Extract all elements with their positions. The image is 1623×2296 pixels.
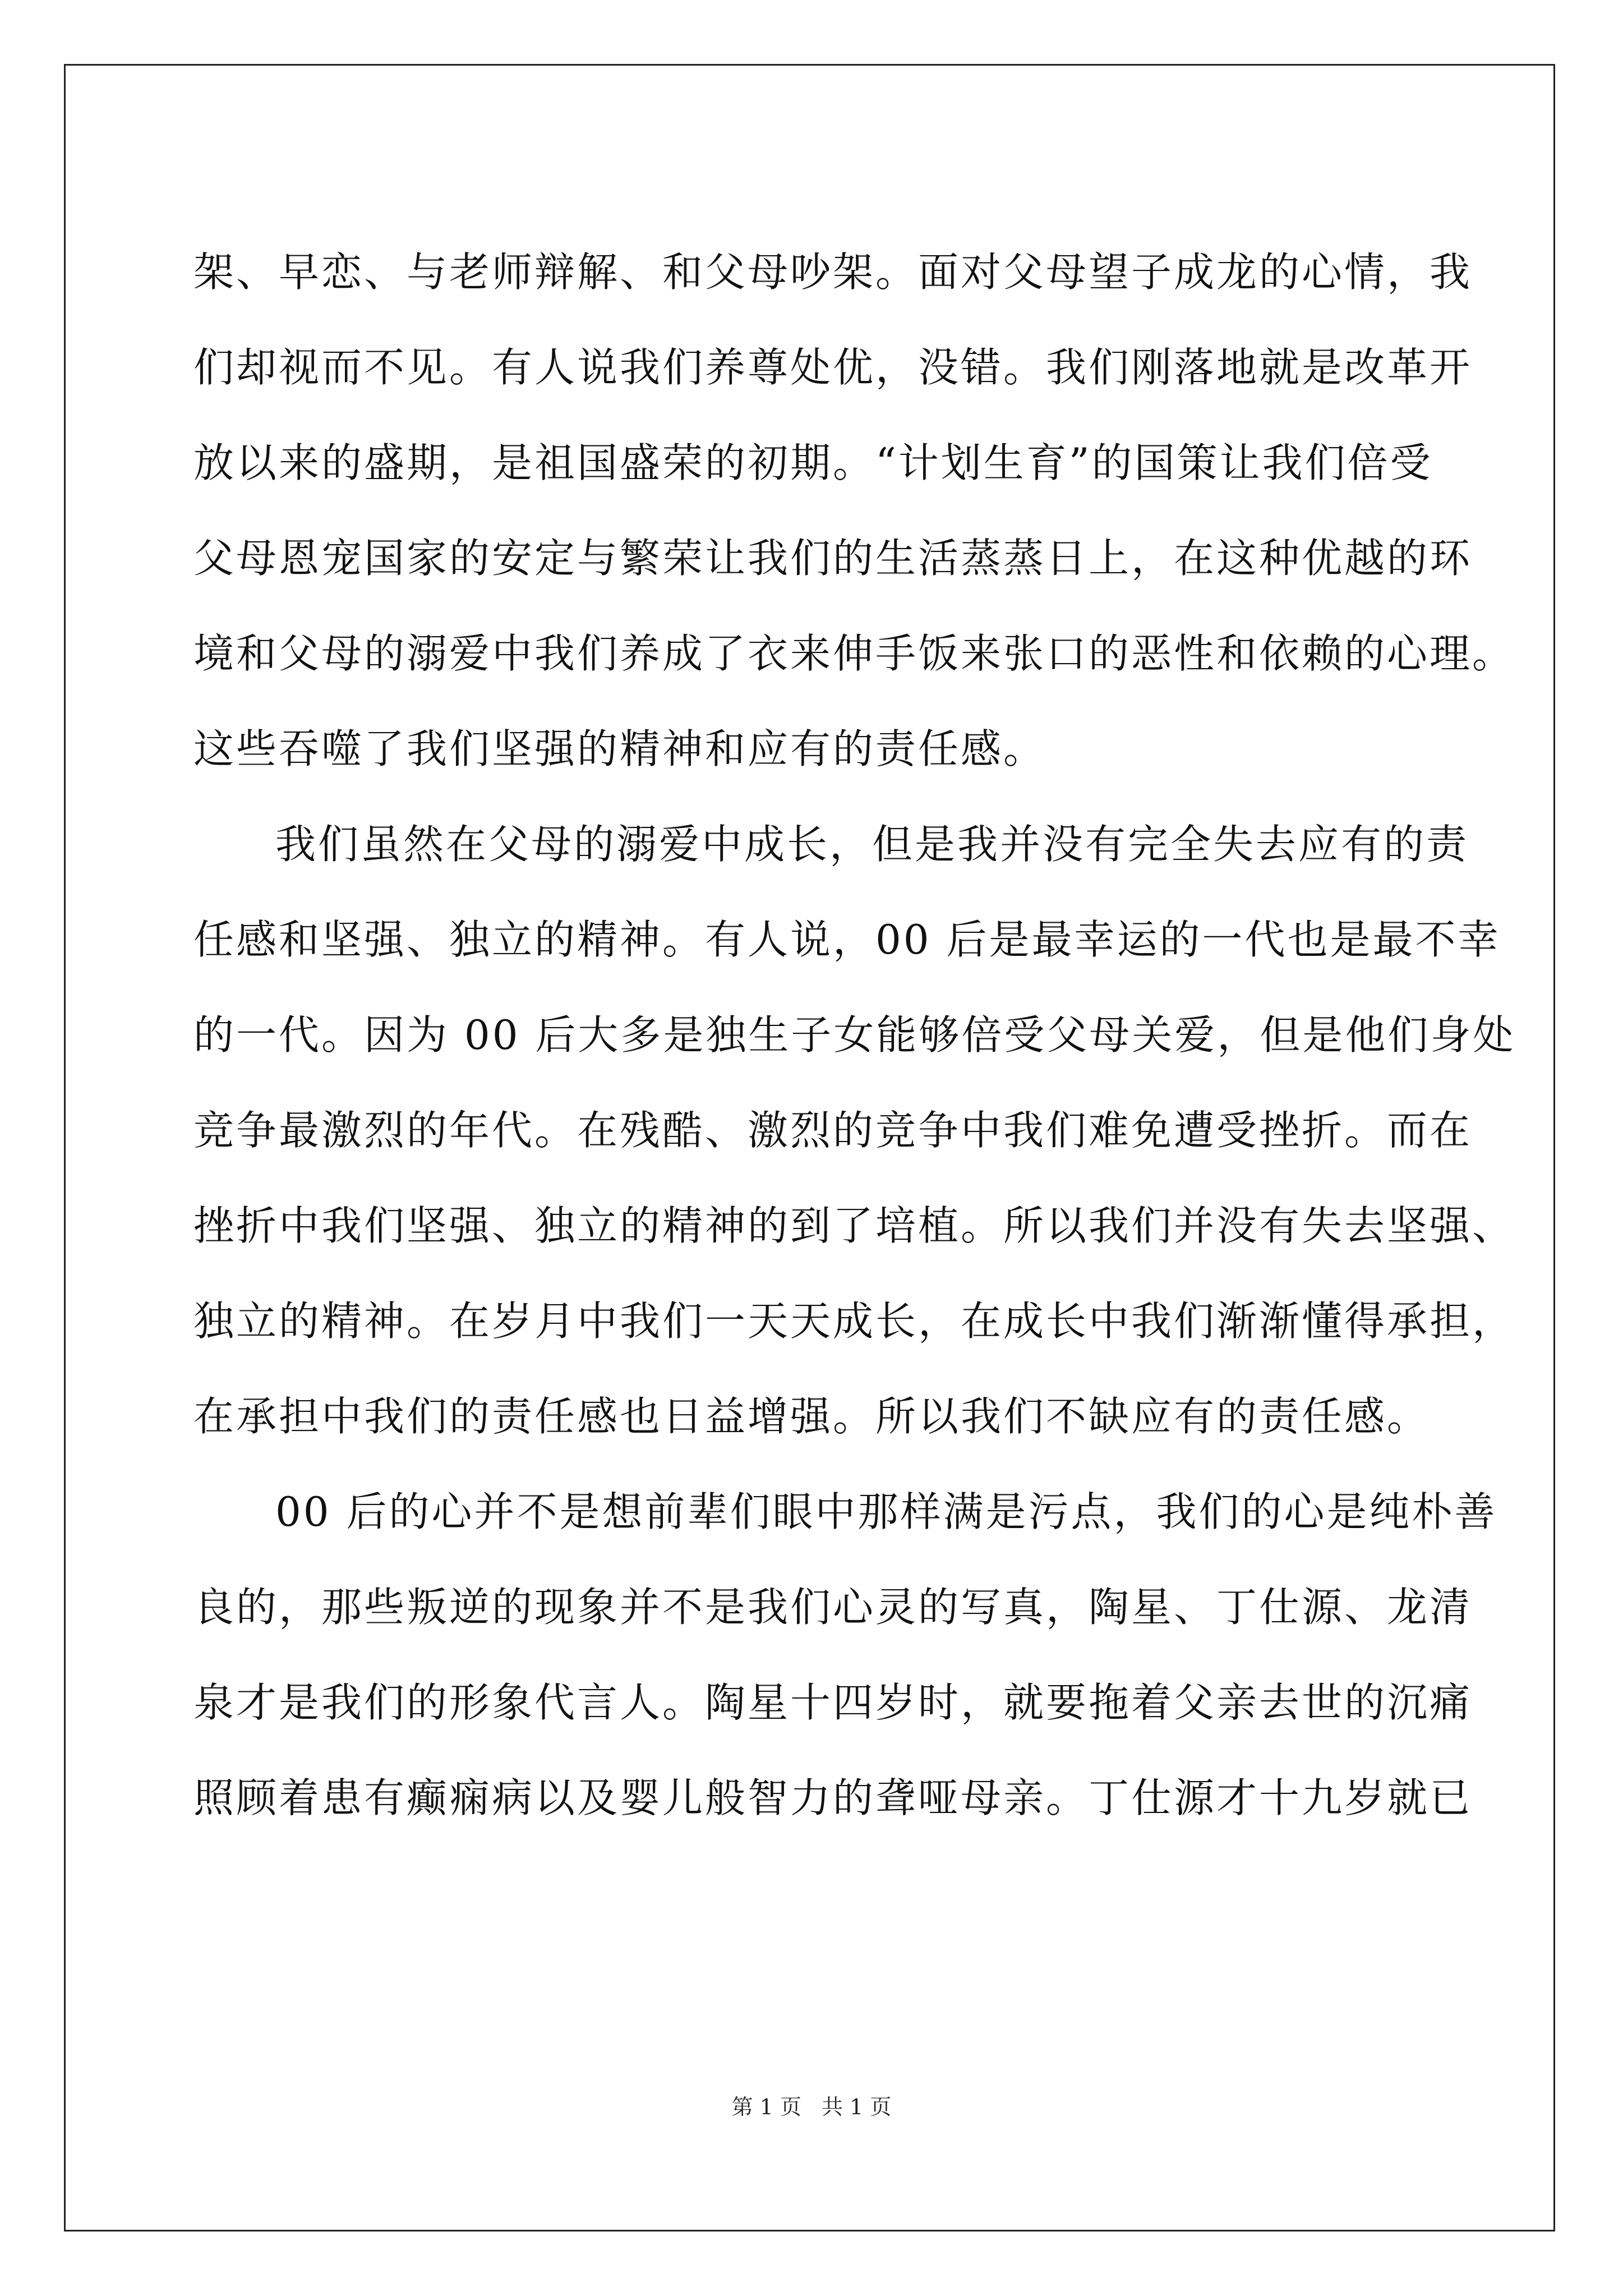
text-line: 的一代。因为 00 后大多是独生子女能够倍受父母关爱，但是他们身处 [193, 1011, 1516, 1059]
text-line: 泉才是我们的形象代言人。陶星十四岁时，就要拖着父亲去世的沉痛 [193, 1679, 1473, 1726]
paragraph-start-line: 我们虽然在父母的溺爱中成长，但是我并没有完全失去应有的责 [275, 821, 1469, 868]
page-number-total: 共 1 页 [822, 2095, 892, 2119]
text-line: 放以来的盛期，是祖国盛荣的初期。“计划生育”的国策让我们倍受 [193, 439, 1433, 486]
text-line: 照顾着患有癫痫病以及婴儿般智力的聋哑母亲。丁仕源才十九岁就已 [193, 1774, 1473, 1821]
text-line: 们却视而不见。有人说我们养尊处优，没错。我们刚落地就是改革开 [193, 344, 1473, 391]
document-body [193, 224, 1516, 1846]
text-line: 良的，那些叛逆的现象并不是我们心灵的写真，陶星、丁仕源、龙清 [193, 1584, 1473, 1631]
text-line: 挫折中我们坚强、独立的精神的到了培植。所以我们并没有失去坚强、 [193, 1202, 1515, 1249]
text-line: 境和父母的溺爱中我们养成了衣来伸手饭来张口的恶性和依赖的心理。 [193, 630, 1515, 677]
text-line: 任感和坚强、独立的精神。有人说，00 后是最幸运的一代也是最不幸 [193, 916, 1501, 963]
page-number-current: 第 1 页 [731, 2095, 801, 2119]
paragraph-start-line: 00 后的心并不是想前辈们眼中那样满是污点，我们的心是纯朴善 [275, 1488, 1497, 1535]
page-footer [0, 2090, 1623, 2124]
text-line: 这些吞噬了我们坚强的精神和应有的责任感。 [193, 725, 1046, 772]
text-line: 架、早恋、与老师辩解、和父母吵架。面对父母望子成龙的心情，我 [193, 249, 1473, 296]
text-line: 独立的精神。在岁月中我们一天天成长，在成长中我们渐渐懂得承担， [193, 1297, 1515, 1345]
text-line: 竞争最激烈的年代。在残酷、激烈的竞争中我们难免遭受挫折。而在 [193, 1107, 1473, 1154]
text-line: 父母恩宠国家的安定与繁荣让我们的生活蒸蒸日上，在这种优越的环 [193, 535, 1473, 582]
text-line: 在承担中我们的责任感也日益增强。所以我们不缺应有的责任感。 [193, 1393, 1430, 1440]
